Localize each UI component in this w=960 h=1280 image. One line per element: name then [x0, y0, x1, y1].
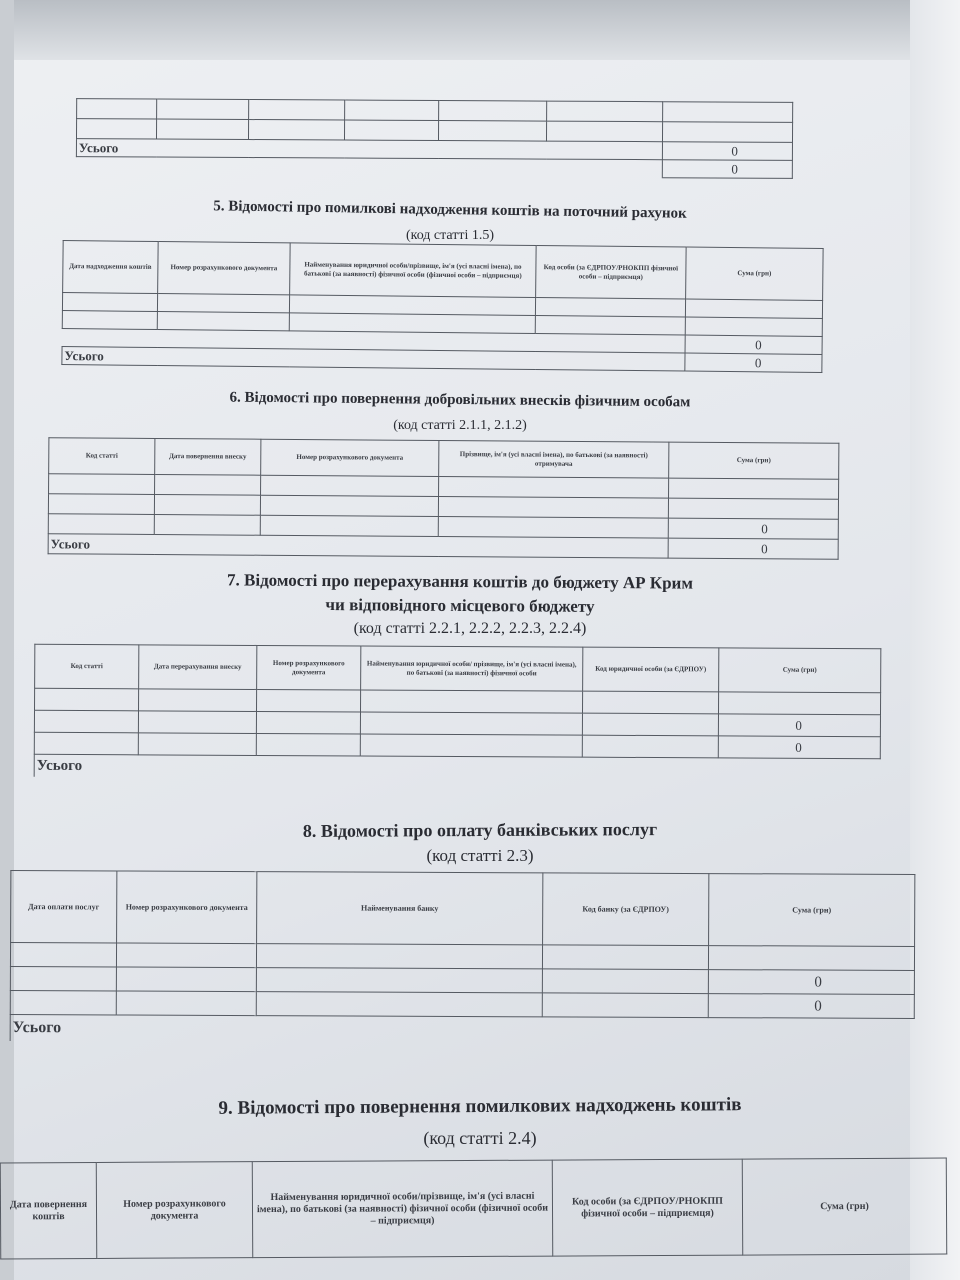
table-s8	[10, 870, 915, 1044]
column-header: Номер розрахункового документа	[117, 871, 257, 944]
column-header: Прізвище, ім'я (усі власні імена), по батькові (за наявності) отримувача	[439, 440, 669, 478]
table-s4	[76, 98, 792, 179]
column-header: Найменування юридичної особи/ прізвище, ім'я (усі власні імена), по батькові (за наявності) фізичної особи	[361, 646, 583, 691]
column-header: Код особи (за ЄДРПОУ/РНОКПП фізичної особи – підприємця)	[552, 1159, 743, 1256]
total-value: 0	[668, 538, 838, 559]
total-value: 0	[718, 736, 880, 759]
total-value: 0	[662, 142, 792, 161]
table-s7	[34, 644, 881, 781]
table-s5	[61, 240, 822, 373]
column-header: Номер розрахункового документа	[257, 645, 361, 690]
column-header: Код особи (за ЄДРПОУ/РНОКПП фізичної особи – підприємця)	[536, 245, 687, 299]
total-value: 0	[685, 353, 822, 372]
column-header: Сума (грн)	[742, 1158, 946, 1255]
section-6-code: (код статті 2.1.1, 2.1.2)	[393, 418, 527, 433]
column-header: Дата оплати послуг	[11, 871, 117, 943]
total-value: 0	[685, 335, 822, 354]
column-header: Найменування банку	[257, 872, 543, 945]
column-header: Код юридичної особи (за ЄДРПОУ)	[583, 647, 719, 692]
total-value: 0	[708, 970, 914, 995]
table-s6	[48, 437, 839, 560]
section-7-title-line2: чи відповідного місцевого бюджету	[325, 595, 595, 616]
column-header: Номер розрахункового документа	[261, 439, 439, 476]
section-7-title-line1: 7. Відомості про перерахування коштів до бюджету АР Крим	[226, 570, 694, 593]
column-header: Сума (грн)	[669, 442, 839, 479]
column-header: Код статті	[49, 438, 155, 475]
total-label: Усього	[48, 534, 668, 558]
section-8-code: (код статті 2.3)	[426, 846, 534, 865]
column-header: Найменування юридичної особи/прізвище, ім'я (усі власні імена), по батькові (за наявності) фізичної особи (фізичної особи – підприємця)	[290, 243, 537, 298]
column-header: Код статті	[35, 644, 139, 689]
column-header: Дата повернення внеску	[155, 438, 261, 475]
column-header: Дата повернення коштів	[0, 1162, 97, 1259]
total-label: Усього	[76, 139, 662, 160]
column-header: Номер розрахункового документа	[158, 242, 291, 295]
column-header: Сума (грн)	[719, 648, 881, 693]
column-header: Дата надходження коштів	[63, 241, 159, 294]
column-header: Дата перерахування внеску	[139, 645, 257, 690]
total-label: Усього	[10, 1015, 914, 1045]
paper-edge	[0, 0, 14, 1280]
page-shadow	[0, 0, 960, 60]
section-5-code: (код статті 1.5)	[405, 228, 495, 243]
section-5-title: 5. Відомості про помилкові надходження коштів на поточний рахунок	[213, 198, 687, 222]
total-value: 0	[708, 994, 914, 1019]
total-value: 0	[662, 160, 792, 179]
section-9-code: (код статті 2.4)	[423, 1128, 537, 1148]
total-label: Усього	[62, 347, 685, 372]
total-label: Усього	[34, 754, 880, 780]
column-header: Номер розрахункового документа	[96, 1162, 253, 1259]
section-8-title: 8. Відомості про оплату банківських послуг	[302, 819, 658, 841]
column-header: Сума (грн)	[709, 874, 915, 947]
table-s9	[0, 1158, 946, 1260]
column-header: Найменування юридичної особи/прізвище, ім'я (усі власні імена), по батькові (за наявності) фізичної особи (фізичної особи – підприємця)	[252, 1160, 552, 1258]
total-value: 0	[668, 518, 838, 539]
section-9-title: 9. Відомості про повернення помилкових надходжень коштів	[218, 1094, 742, 1119]
total-value: 0	[718, 714, 880, 737]
section-6-title: 6. Відомості про повернення добровільних внесків фізичним особам	[229, 389, 691, 411]
column-header: Сума (грн)	[686, 247, 824, 300]
paper-right-edge	[910, 0, 960, 1280]
column-header: Код банку (за ЄДРПОУ)	[543, 873, 709, 946]
section-7-code: (код статті 2.2.1, 2.2.2, 2.2.3, 2.2.4)	[353, 620, 587, 637]
